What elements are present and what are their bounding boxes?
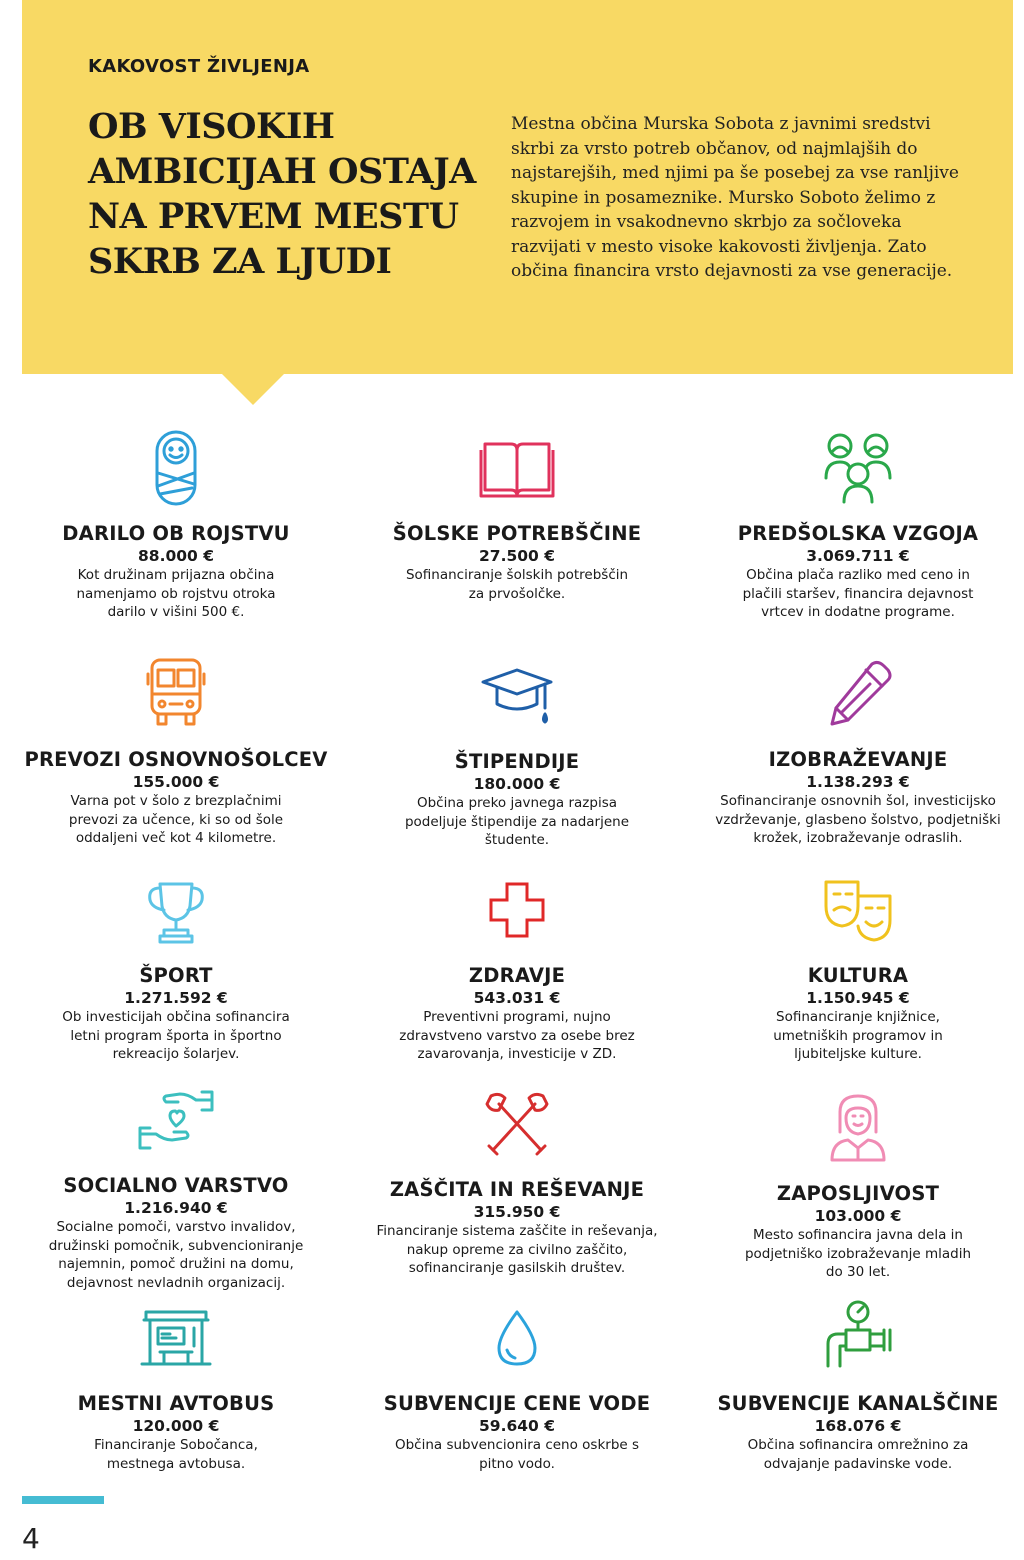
item-title: MESTNI AVTOBUS [77, 1392, 275, 1415]
item-sport [16, 870, 336, 1064]
worker-icon [818, 1088, 898, 1168]
item-amount: 1.271.592 € [124, 989, 228, 1007]
item-description: Socialne pomoči, varstvo invalidov, družinski pomočnik, subvencioniranje najemnin, pomoč družini na domu, dejavnost nevladnih organizacij. [48, 1219, 304, 1291]
item-amount: 543.031 € [473, 989, 561, 1007]
item-title: ŠOLSKE POTREBŠČINE [392, 522, 642, 545]
item-darilo-ob-rojstvu [16, 428, 336, 622]
footer-accent-bar [22, 1496, 104, 1504]
item-title: ZDRAVJE [468, 964, 566, 987]
item-subvencije-cene-vode [357, 1298, 677, 1473]
item-amount: 1.216.940 € [124, 1199, 228, 1217]
item-description: Sofinanciranje osnovnih šol, investicijsko vzdrževanje, glasbeno šolstvo, podjetniški krožek, izobraževanje odraslih. [715, 793, 1001, 846]
item-zascita-in-resevanje [357, 1084, 677, 1278]
caring-hands-icon [136, 1080, 216, 1160]
item-socialno-varstvo [16, 1080, 336, 1292]
item-amount: 27.500 € [479, 547, 555, 565]
fire-axes-icon [477, 1084, 557, 1164]
item-title: SUBVENCIJE KANALŠČINE [717, 1392, 999, 1415]
item-solske-potrebscine [357, 428, 677, 603]
item-description: Občina preko javnega razpisa podeljuje štipendije za nadarjene študente. [404, 795, 630, 848]
item-description: Sofinanciranje knjižnice, umetniških programov in ljubiteljske kulture. [773, 1009, 943, 1062]
item-title: ŠPORT [139, 964, 213, 987]
item-title: SOCIALNO VARSTVO [63, 1174, 289, 1197]
hero-pointer [221, 373, 285, 405]
item-description: Sofinanciranje šolskih potrebščin za prvošolčke. [405, 567, 629, 602]
item-description: Varna pot v šolo z brezplačnimi prevozi za učence, ki so od šole oddaljeni več kot 4 kilometre. [68, 793, 284, 846]
intro-paragraph: Mestna občina Murska Sobota z javnimi sredstvi skrbi za vrsto potreb občanov, od najmlajših do najstarejših, med njimi pa še posebej za vse ranljive skupine in posameznike. Mursko Soboto želimo z razvojem in vsakodnevno skrbjo za sočloveka razvijati v mesto visoke kakovosti življenja. Zato občina financira vrsto dejavnosti za vse generacije. [511, 114, 959, 281]
pencil-icon [818, 654, 898, 734]
item-description: Financiranje sistema zaščite in reševanja, nakup opreme za civilno zaščito, sofinanciranje gasilskih društev. [376, 1223, 658, 1276]
item-description: Občina plača razliko med ceno in plačili staršev, financira dejavnost vrtcev in dodatne programe. [742, 567, 974, 620]
item-kultura [698, 870, 1018, 1064]
item-amount: 88.000 € [138, 547, 214, 565]
item-title: DARILO OB ROJSTVU [62, 522, 290, 545]
item-subvencije-kanalscine [698, 1298, 1018, 1473]
page-headline: OB VISOKIH AMBICIJAH OSTAJA NA PRVEM MESTU SKRB ZA LJUDI [88, 106, 476, 282]
item-description: Občina subvencionira ceno oskrbe s pitno vodo. [394, 1437, 640, 1472]
red-cross-icon [477, 870, 557, 950]
item-amount: 315.950 € [473, 1203, 561, 1221]
school-bus-icon [136, 654, 216, 734]
item-title: IZOBRAŽEVANJE [768, 748, 948, 771]
item-amount: 59.640 € [479, 1417, 555, 1435]
item-title: ZAŠČITA IN REŠEVANJE [389, 1178, 645, 1201]
book-icon [477, 428, 557, 508]
graduation-cap-icon [477, 656, 557, 736]
bus-stop-icon [136, 1298, 216, 1378]
item-zaposljivost [698, 1088, 1018, 1282]
item-description: Občina sofinancira omrežnino za odvajanje padavinske vode. [747, 1437, 969, 1472]
item-amount: 1.138.293 € [806, 773, 910, 791]
item-izobrazevanje [698, 654, 1018, 848]
family-icon [818, 428, 898, 508]
item-title: KULTURA [807, 964, 909, 987]
item-amount: 180.000 € [473, 775, 561, 793]
page-number: 4 [22, 1522, 40, 1555]
item-amount: 120.000 € [132, 1417, 220, 1435]
baby-icon [136, 428, 216, 508]
item-zdravje [357, 870, 677, 1064]
item-title: PREVOZI OSNOVNOŠOLCEV [24, 748, 328, 771]
item-title: PREDŠOLSKA VZGOJA [737, 522, 979, 545]
item-mestni-avtobus [16, 1298, 336, 1473]
theater-masks-icon [818, 870, 898, 950]
item-title: ZAPOSLJIVOST [776, 1182, 940, 1205]
section-kicker: KAKOVOST ŽIVLJENJA [88, 56, 310, 77]
item-amount: 168.076 € [814, 1417, 902, 1435]
item-amount: 155.000 € [132, 773, 220, 791]
item-description: Mesto sofinancira javna dela in podjetniško izobraževanje mladih do 30 let. [744, 1227, 972, 1280]
item-title: ŠTIPENDIJE [454, 750, 580, 773]
item-prevozi-osnovnosolcev [16, 654, 336, 848]
item-description: Ob investicijah občina sofinancira letni program športa in športno rekreacijo šolarjev. [62, 1009, 290, 1062]
pipe-valve-icon [818, 1298, 898, 1378]
item-amount: 103.000 € [814, 1207, 902, 1225]
item-amount: 1.150.945 € [806, 989, 910, 1007]
water-drop-icon [477, 1298, 557, 1378]
trophy-icon [136, 870, 216, 950]
item-title: SUBVENCIJE CENE VODE [383, 1392, 651, 1415]
item-description: Kot družinam prijazna občina namenjamo ob rojstvu otroka darilo v višini 500 €. [76, 567, 276, 620]
item-description: Financiranje Sobočanca, mestnega avtobusa. [94, 1437, 258, 1472]
item-predsolska-vzgoja [698, 428, 1018, 622]
item-stipendije [357, 656, 677, 850]
item-description: Preventivni programi, nujno zdravstveno varstvo za osebe brez zavarovanja, investicije v ZD. [399, 1009, 635, 1062]
item-amount: 3.069.711 € [806, 547, 910, 565]
